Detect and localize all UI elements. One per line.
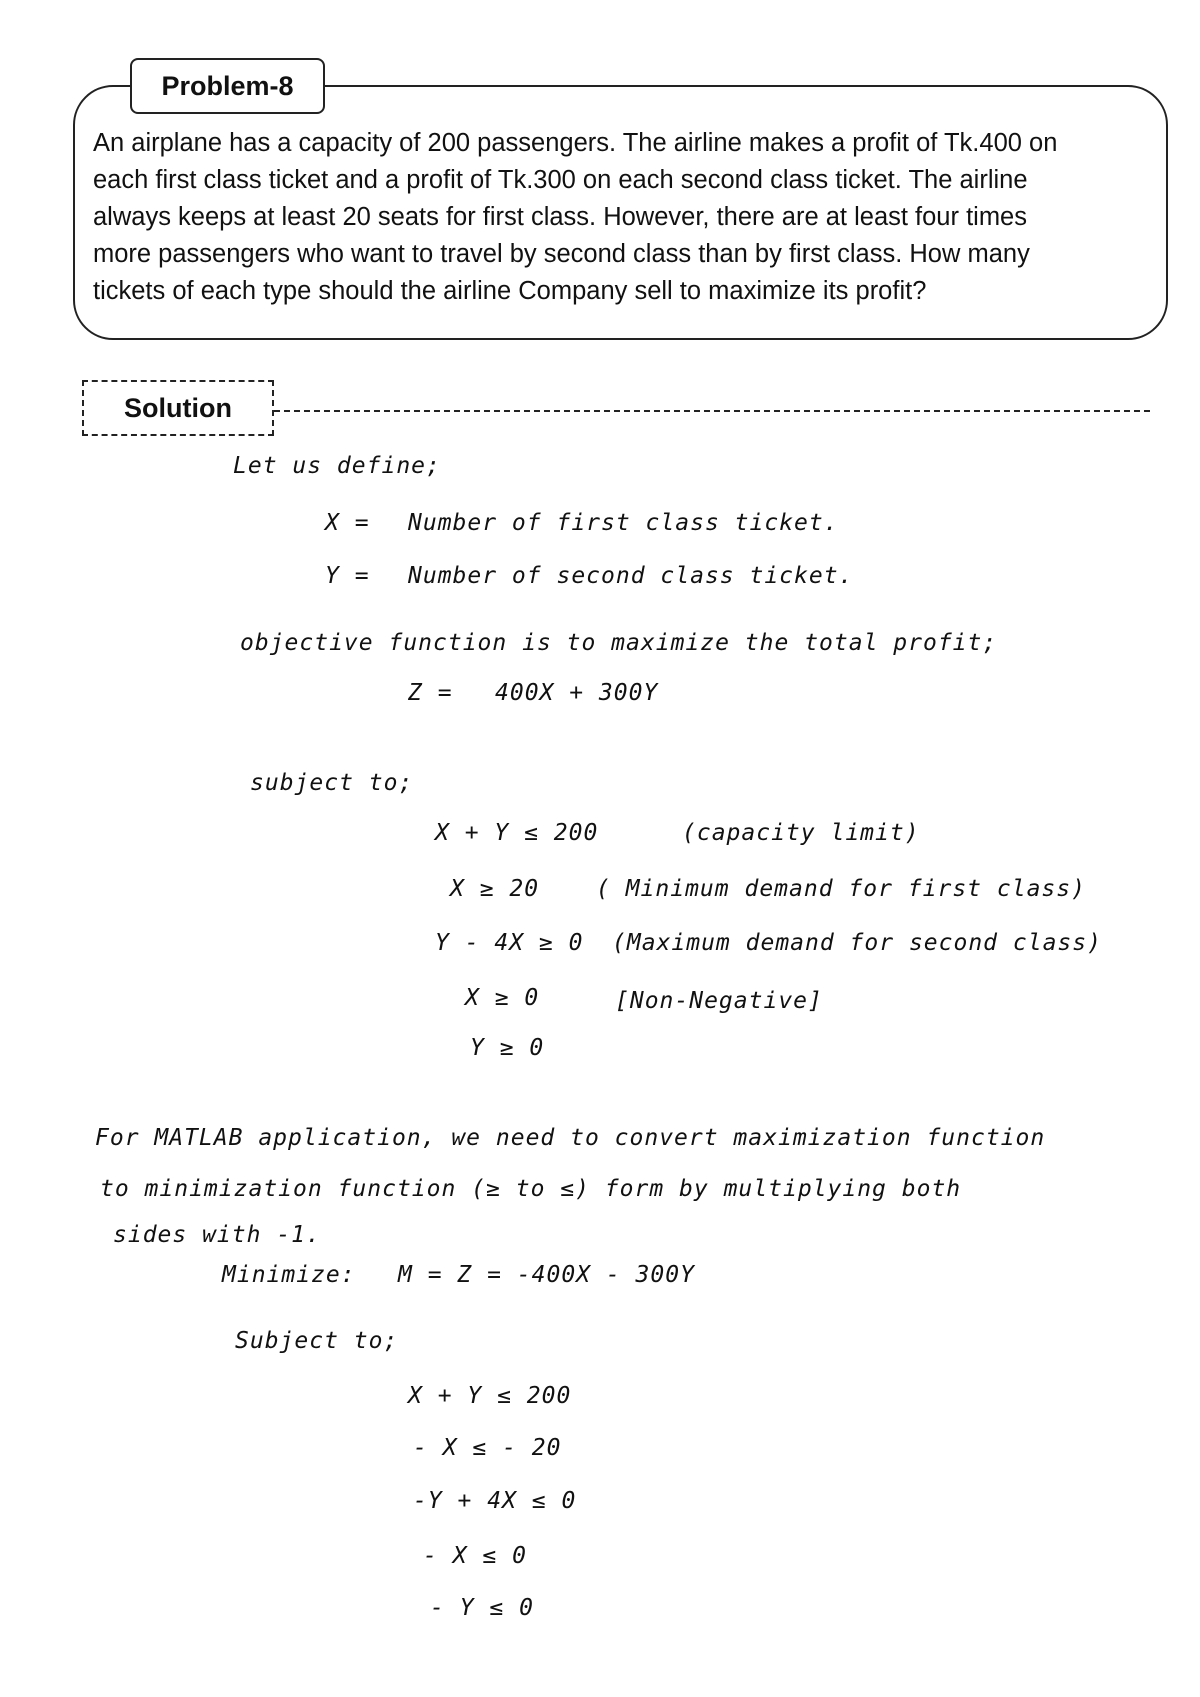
constraint-capacity: X + Y ≤ 200 (435, 820, 599, 846)
x-description: Number of first class ticket. (408, 510, 839, 536)
min-constraint-2: - X ≤ - 20 (413, 1435, 562, 1461)
problem-line: tickets of each type should the airline Company sell to maximize its profit? (93, 277, 927, 305)
problem-title: Problem-8 (130, 58, 325, 114)
min-constraint-4: - X ≤ 0 (423, 1543, 527, 1569)
matlab-note-line1: For MATLAB application, we need to convert maximization function (95, 1125, 1046, 1151)
problem-line: always keeps at least 20 seats for first class. However, there are at least four times (93, 203, 1027, 231)
constraint-second-class-note: (Maximum demand for second class) (612, 930, 1102, 956)
constraint-first-class: X ≥ 20 (450, 876, 540, 902)
objective-lhs: Z = (408, 680, 453, 706)
y-description: Number of second class ticket. (408, 563, 854, 589)
problem-statement (93, 125, 1148, 310)
objective-intro: objective function is to maximize the total profit; (240, 630, 998, 656)
min-constraint-5: - Y ≤ 0 (430, 1595, 534, 1621)
problem-line: more passengers who want to travel by second class than by first class. How many (93, 240, 1030, 268)
solution-divider (274, 410, 1150, 412)
constraint-x-nonneg: X ≥ 0 (465, 985, 540, 1011)
non-negative-note: [Non-Negative] (615, 988, 823, 1014)
x-variable: X = (325, 510, 370, 536)
y-variable: Y = (325, 563, 370, 589)
problem-line: An airplane has a capacity of 200 passengers. The airline makes a profit of Tk.400 on (93, 129, 1058, 157)
problem-tab-line (325, 85, 1105, 87)
matlab-note-line2: to minimization function (≥ to ≤) form by multiplying both (100, 1176, 962, 1202)
objective-rhs: 400X + 300Y (495, 680, 659, 706)
minimize-expression: M = Z = -400X - 300Y (398, 1262, 695, 1288)
subject-to-heading: subject to; (250, 770, 414, 796)
min-constraint-1: X + Y ≤ 200 (408, 1383, 572, 1409)
minimize-label: Minimize: (222, 1262, 356, 1288)
constraint-y-nonneg: Y ≥ 0 (470, 1035, 545, 1061)
min-constraint-3: -Y + 4X ≤ 0 (413, 1488, 577, 1514)
problem-line: each first class ticket and a profit of Tk.300 on each second class ticket. The airline (93, 166, 1028, 194)
constraint-capacity-note: (capacity limit) (682, 820, 920, 846)
constraint-second-class: Y - 4X ≥ 0 (435, 930, 584, 956)
define-intro: Let us define; (233, 453, 441, 479)
matlab-note-line3: sides with -1. (113, 1222, 321, 1248)
solution-title: Solution (82, 380, 274, 436)
constraint-first-class-note: ( Minimum demand for first class) (596, 876, 1086, 902)
subject-to-heading-2: Subject to; (235, 1328, 399, 1354)
